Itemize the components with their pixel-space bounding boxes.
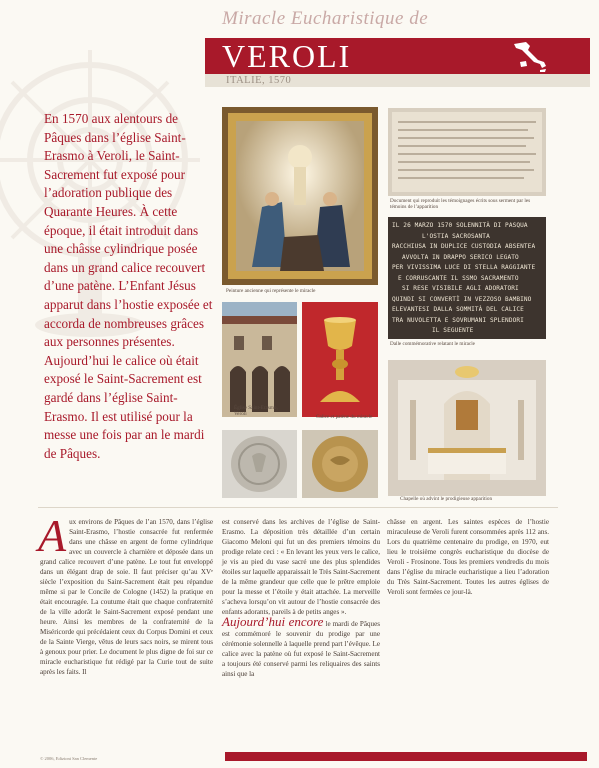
chapel-caption: Chapelle où advint le prodigieuse apparition bbox=[400, 496, 493, 502]
church-photo bbox=[222, 302, 297, 417]
italy-map-icon bbox=[506, 40, 554, 74]
intro-text: En 1570 aux alentours de Pâques dans l’église Saint-Erasmo à Veroli, le Saint-Sacrement fut exposé pour l’adoration publique des Quarante Heures. À cette époque, il était introduit dans une châsse cylindrique posée dans un grand calice recouvert d’une patène. L’Enfant Jésus apparut dans l’hostie exposée et accorda de nombreuses grâces aux personnes présentes. Aujourd’hui le calice où était exposé le Saint-Sacrement est gardé dans l’église Saint-Erasmo. Il est utilisé pour la messe une fois par an le mardi de Pâques. bbox=[44, 111, 213, 461]
plaque-line: QUINDI SI CONVERTÌ IN VEZZOSO BAMBINO bbox=[392, 295, 532, 303]
article-column-3 bbox=[387, 517, 549, 597]
article-dropcap: A bbox=[38, 510, 67, 561]
plaque-line: RACCHIUSA IN DUPLICE CUSTODIA ABSENTEA bbox=[392, 243, 536, 250]
plaque-line: ELEVANTESI DALLA SOMMITÀ DEL CALICE bbox=[392, 306, 524, 313]
plaque-caption: Dalle commémorative relatant le miracle bbox=[390, 341, 475, 347]
plaque-line: L'OSTIA SACROSANTA bbox=[422, 232, 490, 240]
plaque-line: IL SEGUENTE bbox=[432, 327, 474, 334]
footer-bar bbox=[225, 752, 587, 761]
section-divider bbox=[38, 507, 558, 508]
plaque-line: PER VIVISSIMA LUCE DI STELLA RAGGIANTE bbox=[392, 264, 536, 271]
paten-silver-photo bbox=[222, 430, 297, 498]
document-caption: Document qui reproduit les témoignages écrits sous serment par les témoins de l’apparition bbox=[390, 198, 531, 210]
copyright-text: © 2006, Edizioni San Clemente bbox=[40, 756, 98, 761]
plaque-line: AVVOLTA IN DRAPPO SERICO LEGATO bbox=[402, 253, 519, 261]
article-col3-text: châsse en argent. Les saintes espèces de l’hostie miraculeuse de Veroli furent consommées après 112 ans. Lors du quatrième centenaire du prodige, en 1970, eut lieu le troisième congrès eucharistique du diocèse de Veroli - Frosinone. Tous les premiers vendredis du mois dans l’église du miracle eucharistique a lieu l’adoration du Très Saint-Sacrement. Toutes les autres églises de Veroli sont fermées ce jour-là. bbox=[387, 518, 549, 596]
article-column-1 bbox=[38, 510, 213, 677]
church-caption: Église Saint-Erasmo, Veroli bbox=[234, 405, 278, 417]
chalice-caption: Calice et patène du miracle bbox=[316, 414, 373, 420]
page-subtitle: ITALIE, 1570 bbox=[226, 75, 292, 86]
plaque-line: IL 26 MARZO 1570 SOLENNITÀ DI PASQUA bbox=[392, 222, 528, 229]
article-col1-text: ux environs de Pâques de l’an 1570, dans l’église Saint-Erasmo, l’hostie consacrée fut renfermée dans une châsse en argent de forme cylindrique avec un couvercle à charnière et déposée dans un grand calice recouvert d’une patène. Le tout fut enveloppé dans un élégant drap de soie. Il faut préciser qu’au XVᵉ siècle l’exposition du Saint-Sacrement était peu répandue même si par le Concile de Cologne (1452) la pratique en était encouragée. La coutume était que chaque confraternité de la ville adorât le Saint-Sacrement exposé pendant une heure. Ainsi les membres de la confraternité de la Miséricorde qui précédaient ceux du Corpus Domini et ceux de la Sainte Vierge, vêtus de leurs sacs noirs, se mirent tous à genoux pour prier. Le document le plus digne de foi sur ce miracle eucharistique fut rédigé par la Curie tout de suite après les faits. Il bbox=[40, 518, 213, 676]
painting-caption: Peinture ancienne qui représente le miracle bbox=[226, 288, 316, 294]
plaque-line: E CORRUSCANTE IL SSMO SACRAMENTO bbox=[398, 274, 519, 282]
plaque-line: TRA NUVOLETTA E SOVRUMANI SPLENDORI bbox=[392, 316, 524, 324]
painting-photo bbox=[222, 107, 378, 285]
chalice-photo bbox=[302, 302, 378, 417]
article-col2-text-a: est conservé dans les archives de l’église de Saint-Erasmo. La déposition très détaillée d’un certain Giacomo Meloni qui fut un des premiers témoins du prodige relate ceci : « En levant les yeux vers le calice, je vis au pied du vase sacré une des plus splendides étoiles sur laquelle apparaissait le Très Saint-Sacrement de la même grandeur que celle que le prêtre emploie pour la messe et l’étoile y était attachée. La merveille s’acheva lorsqu’on vit autour de l’hostie consacrée des enfants adorants, pareils à de petits anges ». bbox=[222, 518, 380, 616]
plaque-photo bbox=[388, 217, 546, 339]
page-title: VEROLI bbox=[222, 38, 352, 74]
chapel-photo bbox=[388, 360, 546, 496]
article-column-2 bbox=[222, 517, 380, 679]
document-photo bbox=[388, 108, 546, 196]
plaque-line: SI RESE VISIBILE AGLI ADORATORI bbox=[402, 285, 519, 292]
paten-gold-photo bbox=[302, 430, 378, 498]
article-col2-text-b: le mardi de Pâques est commémoré le souvenir du prodige par une cérémonie solennelle à laquelle prend part l’évêque. Le calice avec la patène où fut exposé le Saint-Sacrement a toujours été conservé parmi les reliquaires des saints ainsi que la bbox=[222, 620, 380, 678]
page-supertitle: Miracle Eucharistique de bbox=[222, 8, 429, 29]
article-subhead: Aujourd’hui encore bbox=[222, 614, 324, 629]
